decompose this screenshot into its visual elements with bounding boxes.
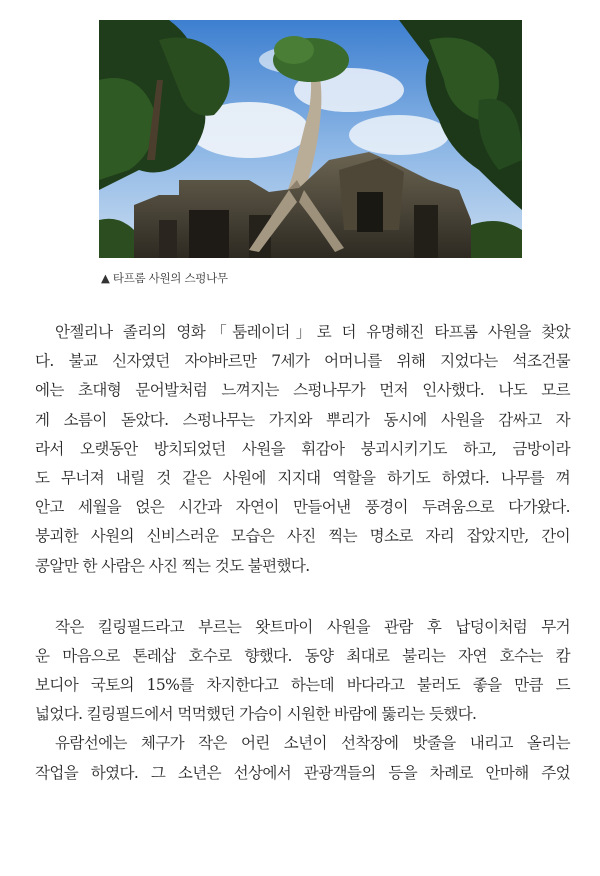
text-line: 도 무너져 내릴 것 같은 사원에 지지대 역할을 하기도 하였다. 나무를 껴 bbox=[35, 468, 570, 487]
text-line: 보디아 국토의 15%를 차지한다고 하는데 바다라고 불러도 좋을 만큼 드 bbox=[35, 676, 570, 695]
photo-caption: ▲ 타프롬 사원의 스펑나무 bbox=[101, 271, 228, 285]
text-line: 넓었다. 킬링필드에서 먹먹했던 가슴이 시원한 바람에 뚫리는 듯했다. bbox=[35, 705, 477, 724]
paragraph-gap bbox=[35, 581, 570, 613]
text-line: 유람선에는 체구가 작은 어린 소년이 선착장에 밧줄을 내리고 올리는 bbox=[55, 734, 570, 753]
text-line: 작은 킬링필드라고 부르는 왓트마이 사원을 관람 후 납덩이처럼 무거 bbox=[55, 617, 570, 636]
text-line: 게 소름이 돋았다. 스펑나무는 가지와 뿌리가 동시에 사원을 감싸고 자 bbox=[35, 410, 570, 429]
text-line: 에는 초대형 문어발처럼 느껴지는 스펑나무가 먼저 인사했다. 나도 모르 bbox=[35, 381, 570, 400]
text-line: 운 마음으로 톤레삽 호수로 향했다. 동양 최대로 불리는 자연 호수는 캄 bbox=[35, 646, 570, 665]
article-body bbox=[35, 318, 570, 788]
text-line: 안고 세월을 얹은 시간과 자연이 만들어낸 풍경이 두려움으로 다가왔다. bbox=[35, 498, 570, 517]
temple-photo bbox=[99, 20, 522, 258]
text-line: 라서 오랫동안 방치되었던 사원을 휘감아 붕괴시키기도 하고, 금방이라 bbox=[35, 439, 570, 458]
text-line: 붕괴한 사원의 신비스러운 모습은 사진 찍는 명소로 자리 잡았지만, 간이 bbox=[35, 527, 570, 546]
paragraph bbox=[35, 613, 570, 730]
paragraph bbox=[35, 729, 570, 787]
paragraph bbox=[35, 318, 570, 581]
text-line: 콩알만 한 사람은 사진 찍는 것도 불편했다. bbox=[35, 556, 310, 575]
text-line: 다. 불교 신자였던 자야바르만 7세가 어머니를 위해 지었다는 석조건물 bbox=[35, 352, 570, 371]
text-line: 안젤리나 졸리의 영화「툼레이더」로 더 유명해진 타프롬 사원을 찾았 bbox=[55, 323, 570, 341]
text-line: 작업을 하였다. 그 소년은 선상에서 관광객들의 등을 차례로 안마해 주었 bbox=[35, 763, 570, 782]
